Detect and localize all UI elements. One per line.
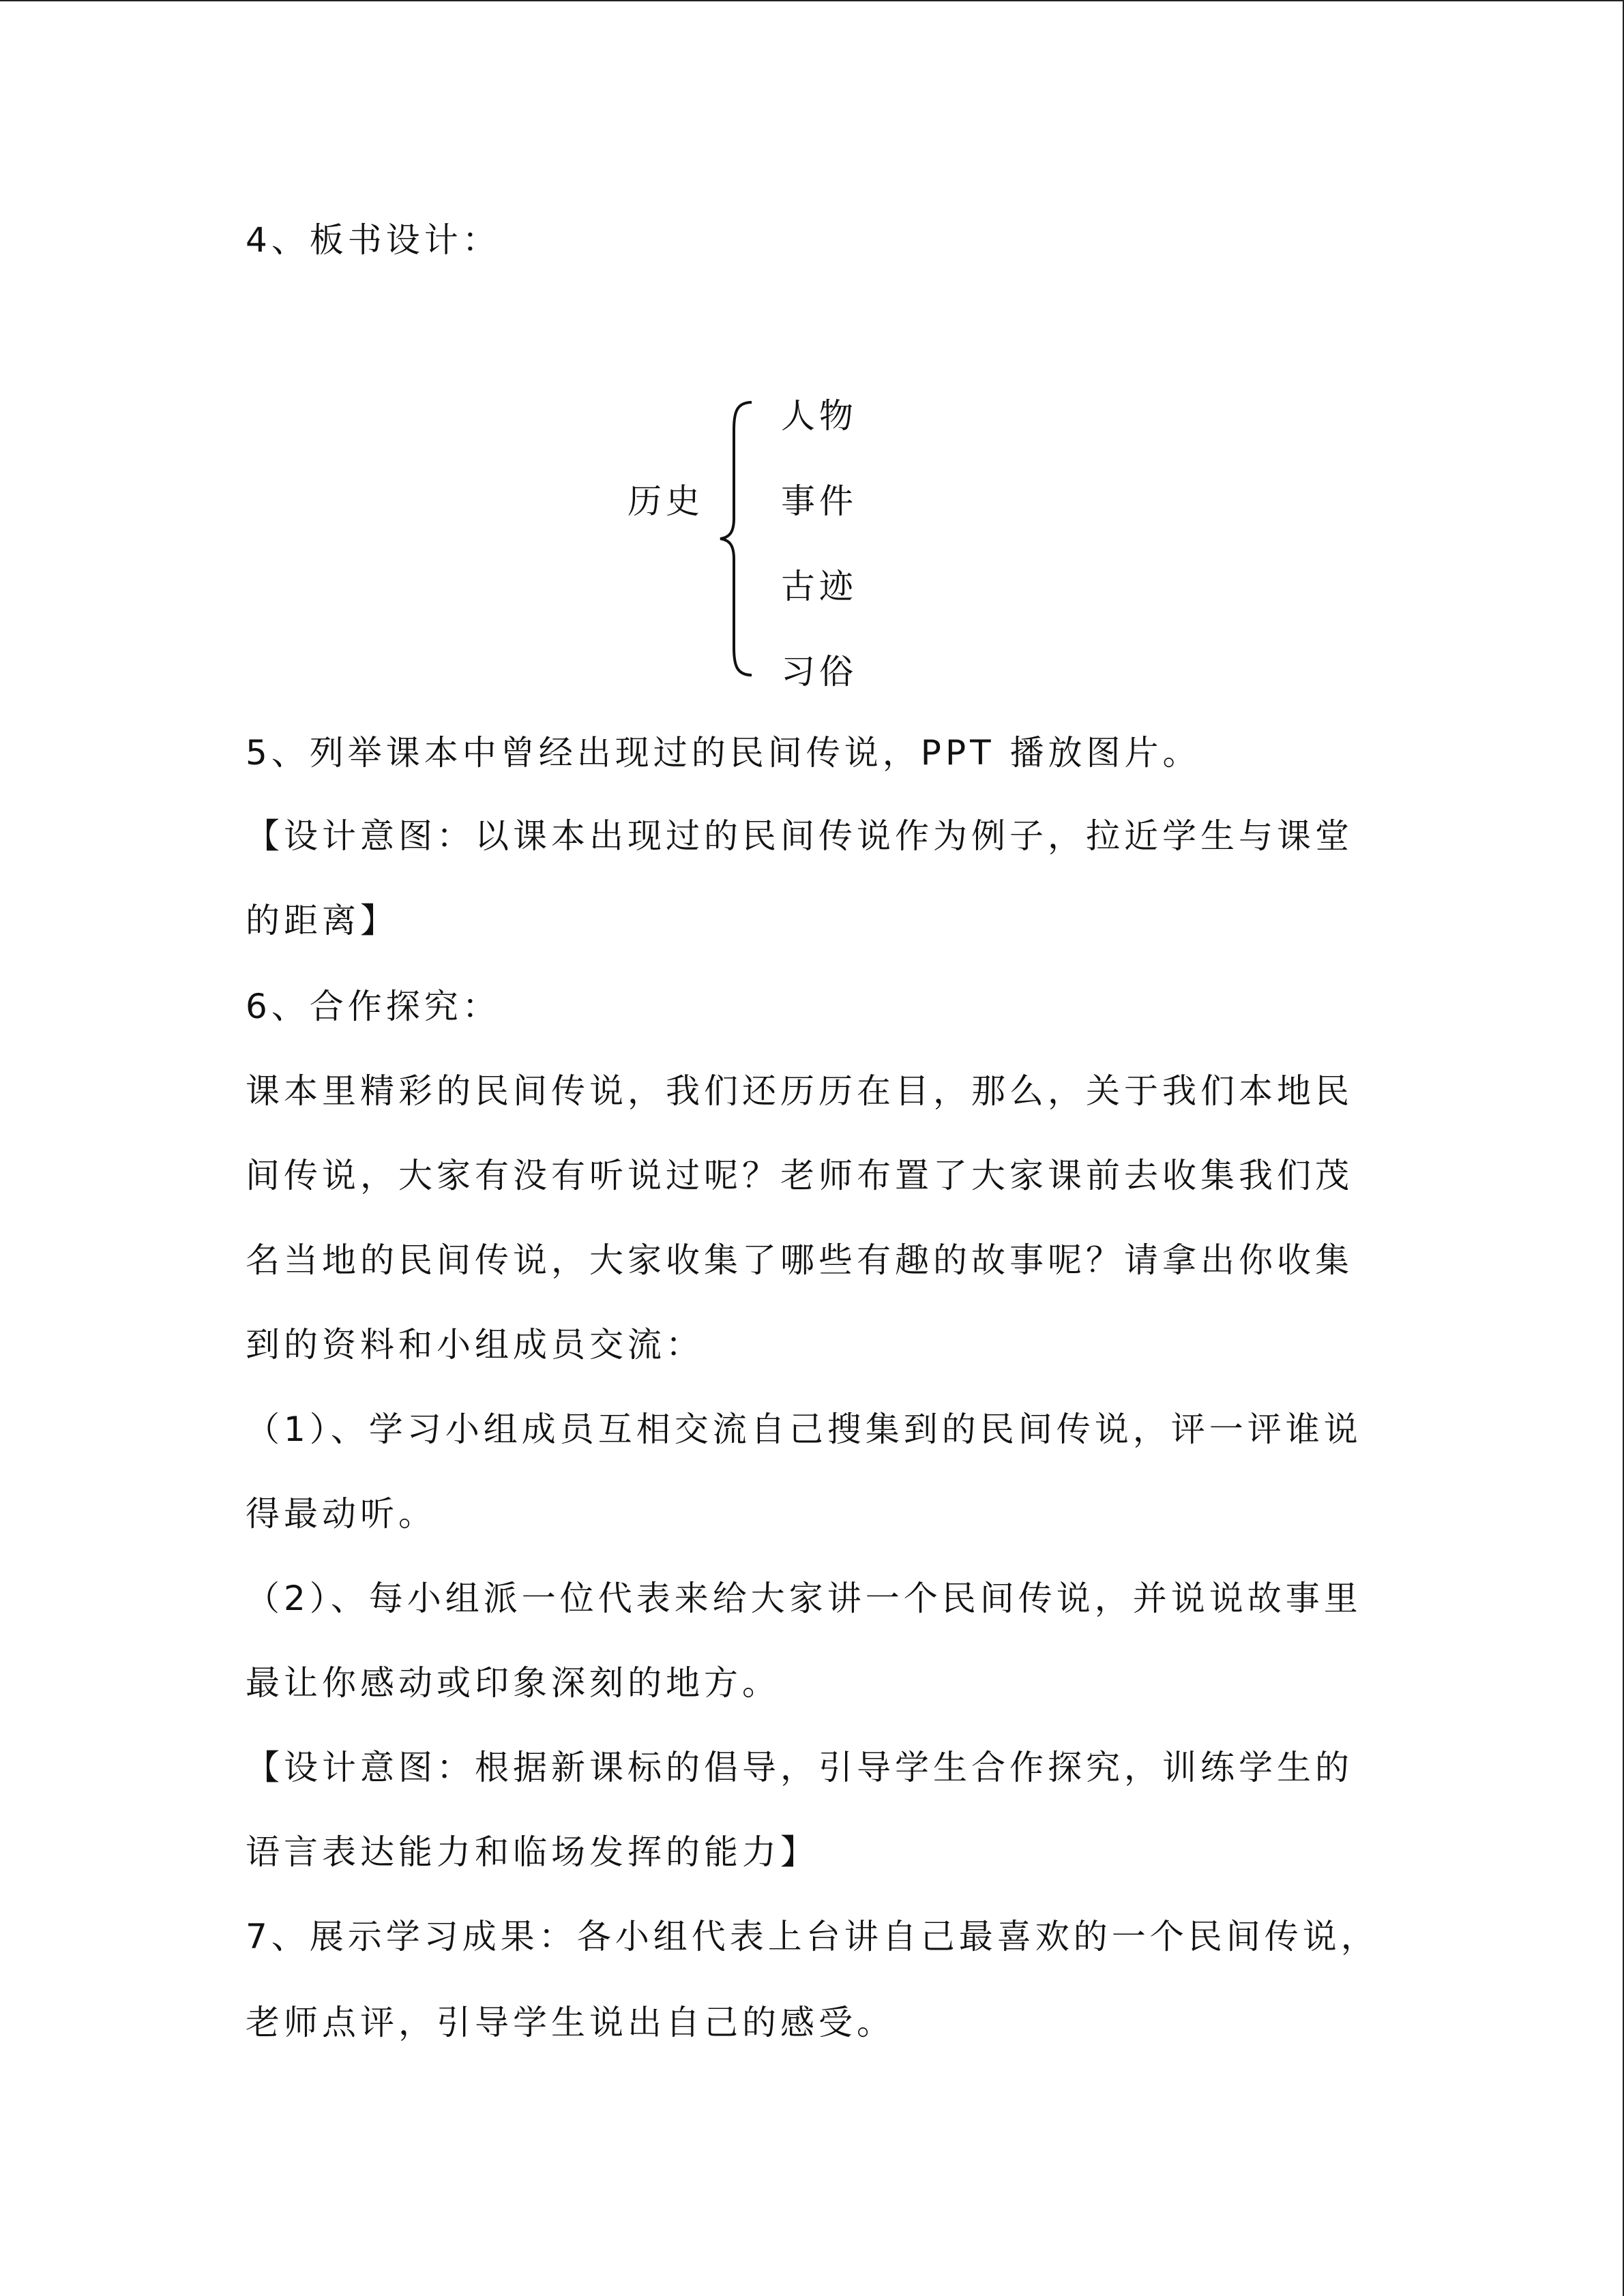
board-design-heading: 4、板书设计： — [246, 220, 501, 260]
paragraph-line: 5、列举课本中曾经出现过的民间传说，PPT 播放图片。 — [246, 733, 1201, 773]
paragraph-line: 到的资料和小组成员交流： — [246, 1325, 704, 1365]
paragraph-line: 老师点评，引导学生说出自己的感受。 — [246, 2003, 895, 2042]
paragraph-line: 的距离】 — [246, 901, 398, 940]
paragraph-line: 语言表达能力和临场发挥的能力】 — [246, 1832, 818, 1872]
paragraph-line: （1）、学习小组成员互相交流自己搜集到的民间传说，评一评谁说 — [246, 1410, 1362, 1449]
paragraph-line: 课本里精彩的民间传说，我们还历历在目，那么，关于我们本地民 — [246, 1071, 1353, 1111]
paragraph-line: 最让你感动或印象深刻的地方。 — [246, 1663, 780, 1703]
paragraph-line: 名当地的民间传说，大家收集了哪些有趣的故事呢？请拿出你收集 — [246, 1240, 1353, 1280]
board-item: 人物 — [781, 396, 857, 436]
board-item: 事件 — [781, 481, 857, 521]
paragraph-line: 【设计意图：根据新课标的倡导，引导学生合作探究，训练学生的 — [246, 1748, 1353, 1787]
paragraph-line: 【设计意图：以课本出现过的民间传说作为例子，拉近学生与课堂 — [246, 816, 1353, 856]
paragraph-line: 7、展示学习成果：各小组代表上台讲自己最喜欢的一个民间传说， — [246, 1917, 1379, 1956]
paragraph-line: 6、合作探究： — [246, 987, 501, 1026]
curly-brace-icon — [716, 399, 764, 679]
paragraph-line: 间传说，大家有没有听说过呢？老师布置了大家课前去收集我们茂 — [246, 1156, 1353, 1195]
paragraph-line: （2）、每小组派一位代表来给大家讲一个民间传说，并说说故事里 — [246, 1579, 1362, 1618]
board-left-label: 历史 — [628, 481, 704, 521]
board-item: 古迹 — [781, 567, 857, 606]
paragraph-line: 得最动听。 — [246, 1494, 437, 1534]
board-item: 习俗 — [781, 652, 857, 691]
